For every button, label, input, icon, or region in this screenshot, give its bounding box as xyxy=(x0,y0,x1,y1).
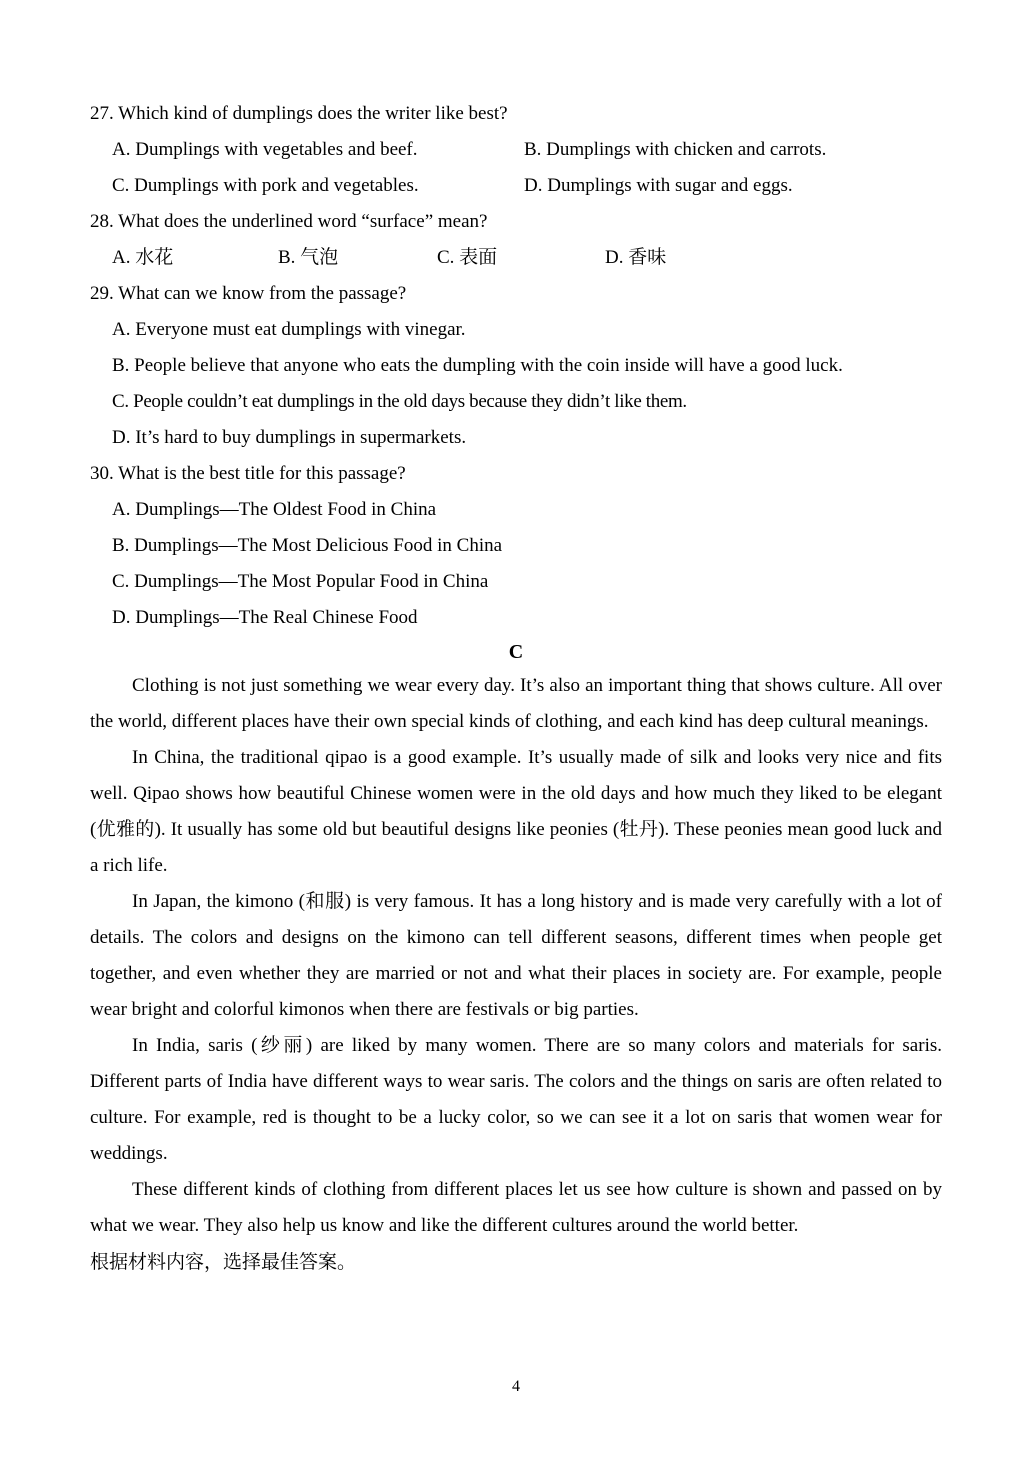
question-28-option-a: A. 水花 xyxy=(112,247,174,268)
question-27-option-c: C. Dumplings with pork and vegetables. xyxy=(112,175,419,196)
question-29-option-b: B. People believe that anyone who eats the dumpling with the coin inside will have a good luck. xyxy=(112,355,843,376)
question-27-option-b: B. Dumplings with chicken and carrots. xyxy=(524,139,827,160)
question-30-option-c: C. Dumplings—The Most Popular Food in China xyxy=(112,571,489,592)
section-c-paragraph-2: In China, the traditional qipao is a good example. It’s usually made of silk and looks very nice and fits well. Qipao shows how beautiful Chinese women were in the old days and how much they liked to be elegant (优雅的). It usually has some old but beautiful designs like peonies (牡丹). These peonies mean good luck and a rich life. xyxy=(90,747,942,876)
question-29-option-a: A. Everyone must eat dumplings with vinegar. xyxy=(112,319,466,340)
section-c-paragraph-1: Clothing is not just something we wear every day. It’s also an important thing that shows culture. All over the world, different places have their own special kinds of clothing, and each kind has deep cultural meanings. xyxy=(90,675,942,732)
question-29-stem: 29. What can we know from the passage? xyxy=(90,283,407,304)
section-c-paragraph-5: These different kinds of clothing from different places let us see how culture is shown and passed on by what we wear. They also help us know and like the different cultures around the world better. xyxy=(90,1179,942,1236)
question-29-option-d: D. It’s hard to buy dumplings in supermarkets. xyxy=(112,427,467,448)
section-c-instruction: 根据材料内容，选择最佳答案。 xyxy=(90,1251,357,1273)
question-28-stem-before: 28. What does the underlined word “ xyxy=(90,211,370,232)
question-30-option-d: D. Dumplings—The Real Chinese Food xyxy=(112,607,418,628)
question-30-option-b: B. Dumplings—The Most Delicious Food in China xyxy=(112,535,503,556)
document-page xyxy=(90,96,942,1280)
question-29-option-c: C. People couldn’t eat dumplings in the old days because they didn’t like them. xyxy=(112,391,687,412)
question-27-options-row-1 xyxy=(90,132,942,168)
question-27-stem: 27. Which kind of dumplings does the writer like best? xyxy=(90,103,508,124)
question-28-stem-after: ” mean? xyxy=(424,211,488,232)
question-27-option-d: D. Dumplings with sugar and eggs. xyxy=(524,175,793,196)
question-28-option-c: C. 表面 xyxy=(437,247,498,268)
section-c-paragraph-4: In India, saris (纱丽) are liked by many women. There are so many colors and materials for saris. Different parts of India have different ways to wear saris. The colors and the things on saris are often related to culture. For example, red is thought to be a lucky color, so we can see it a lot on saris that women wear for weddings. xyxy=(90,1035,942,1164)
question-30-option-a: A. Dumplings—The Oldest Food in China xyxy=(112,499,437,520)
question-28-stem xyxy=(90,204,942,240)
question-27-option-a: A. Dumplings with vegetables and beef. xyxy=(112,139,418,160)
section-c-paragraph-3: In Japan, the kimono (和服) is very famous. It has a long history and is made very carefully with a lot of details. The colors and designs on the kimono can tell different seasons, different times when people get together, and even whether they are married or not and what their places in society are. For example, people wear bright and colorful kimonos when there are festivals or big parties. xyxy=(90,891,942,1020)
question-28-stem-word: surface xyxy=(369,211,425,232)
question-28-option-b: B. 气泡 xyxy=(278,247,339,268)
question-30-stem: 30. What is the best title for this passage? xyxy=(90,463,406,484)
question-27-options-row-2 xyxy=(90,168,942,204)
page-number: 4 xyxy=(512,1378,520,1395)
question-28-option-d: D. 香味 xyxy=(605,247,667,268)
section-c-heading: C xyxy=(508,641,524,663)
question-28-options xyxy=(90,240,942,276)
